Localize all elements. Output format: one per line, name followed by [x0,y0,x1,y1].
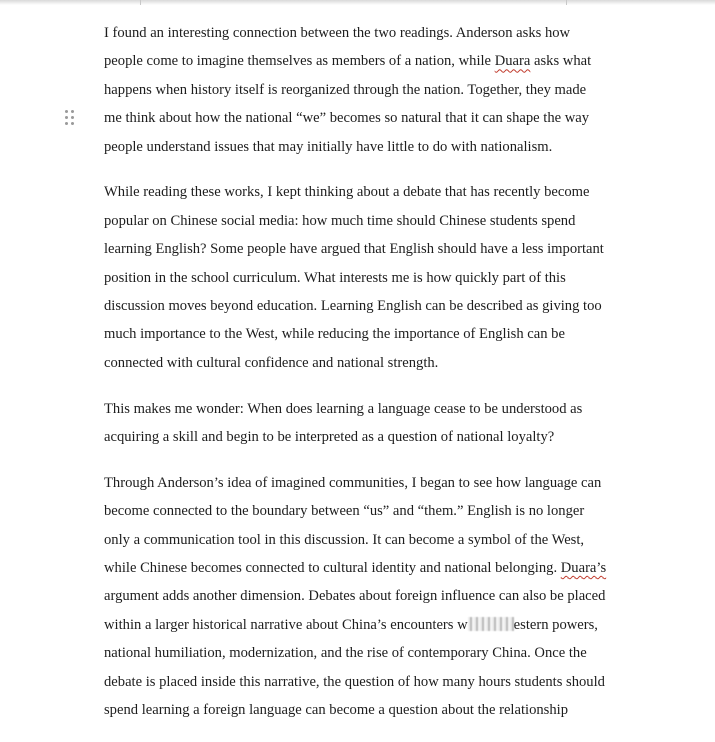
text-line [104,178,614,206]
text-line [104,19,614,47]
text-run: spend learning a foreign language can become a question about the relationship [104,702,568,719]
text-line [104,611,614,639]
text-line [104,235,614,263]
text-line [104,349,614,377]
text-run: people understand issues that may initially have little to do with nationalism. [104,138,553,155]
paragraph-drag-handle-icon[interactable] [65,110,75,126]
paragraph[interactable] [104,178,614,377]
text-line [104,292,614,320]
text-run: argument adds another dimension. Debates about foreign influence can also be placed [104,588,606,605]
text-line [104,582,614,610]
text-run: popular on Chinese social media: how much time should Chinese students spend [104,212,576,229]
text-run: estern powers, [513,616,598,633]
text-run: I found an interesting connection between the two readings. Anderson asks how [104,25,571,41]
text-line [104,207,614,235]
text-run: national humiliation, modernization, and the rise of contemporary China. Once the [104,645,587,662]
text-line [104,133,614,161]
top-edge-marker-right [566,0,567,5]
text-line [104,47,614,75]
blurred-text [468,617,514,631]
text-run: become connected to the boundary between “us” and “them.” English is no longer [104,503,585,520]
text-run: Through Anderson’s idea of imagined communities, I began to see how language can [104,474,602,491]
text-run: While reading these works, I kept thinking about a debate that has recently become [104,184,590,201]
text-run: discussion moves beyond education. Learning English can be described as giving too [104,298,602,315]
paragraph[interactable] [104,395,614,452]
top-edge-marker-left [140,0,141,5]
paragraph[interactable] [104,19,614,161]
text-run: asks what [530,53,592,70]
text-line [104,554,614,582]
text-run: people come to imagine themselves as members of a nation, while [104,53,495,70]
text-run: debate is placed inside this narrative, the question of how many hours students should [104,673,605,690]
window-top-edge [0,0,715,5]
text-run: much importance to the West, while reducing the importance of English can be [104,326,565,343]
text-line [104,264,614,292]
text-line [104,469,614,497]
text-line [104,320,614,348]
text-run: me think about how the national “we” becomes so natural that it can shape the way [104,110,590,127]
text-line [104,423,614,451]
text-run: only a communication tool in this discussion. It can become a symbol of the West, [104,531,585,548]
text-line [104,639,614,667]
paragraph[interactable] [104,469,614,725]
text-line [104,526,614,554]
text-run: position in the school curriculum. What interests me is how quickly part of this [104,269,566,286]
text-run: while Chinese becomes connected to cultural identity and national belonging. [104,560,561,577]
text-line [104,497,614,525]
document-page[interactable] [104,19,614,742]
text-line [104,104,614,132]
text-run: This makes me wonder: When does learning a language cease to be understood as [104,400,583,417]
text-run: learning English? Some people have argued that English should have a less important [104,241,604,258]
text-line [104,76,614,104]
text-run: within a larger historical narrative about China’s encounters w [104,616,468,633]
spelling-flagged-word[interactable]: Duara [494,53,531,70]
text-line [104,696,614,724]
spelling-flagged-word[interactable]: Duara’s [560,560,607,577]
text-line [104,668,614,696]
text-run: happens when history itself is reorganized through the nation. Together, they made [104,81,587,98]
text-line [104,395,614,423]
text-run: connected with cultural confidence and national strength. [104,354,439,371]
text-run: acquiring a skill and begin to be interpreted as a question of national loyalty? [104,429,555,446]
